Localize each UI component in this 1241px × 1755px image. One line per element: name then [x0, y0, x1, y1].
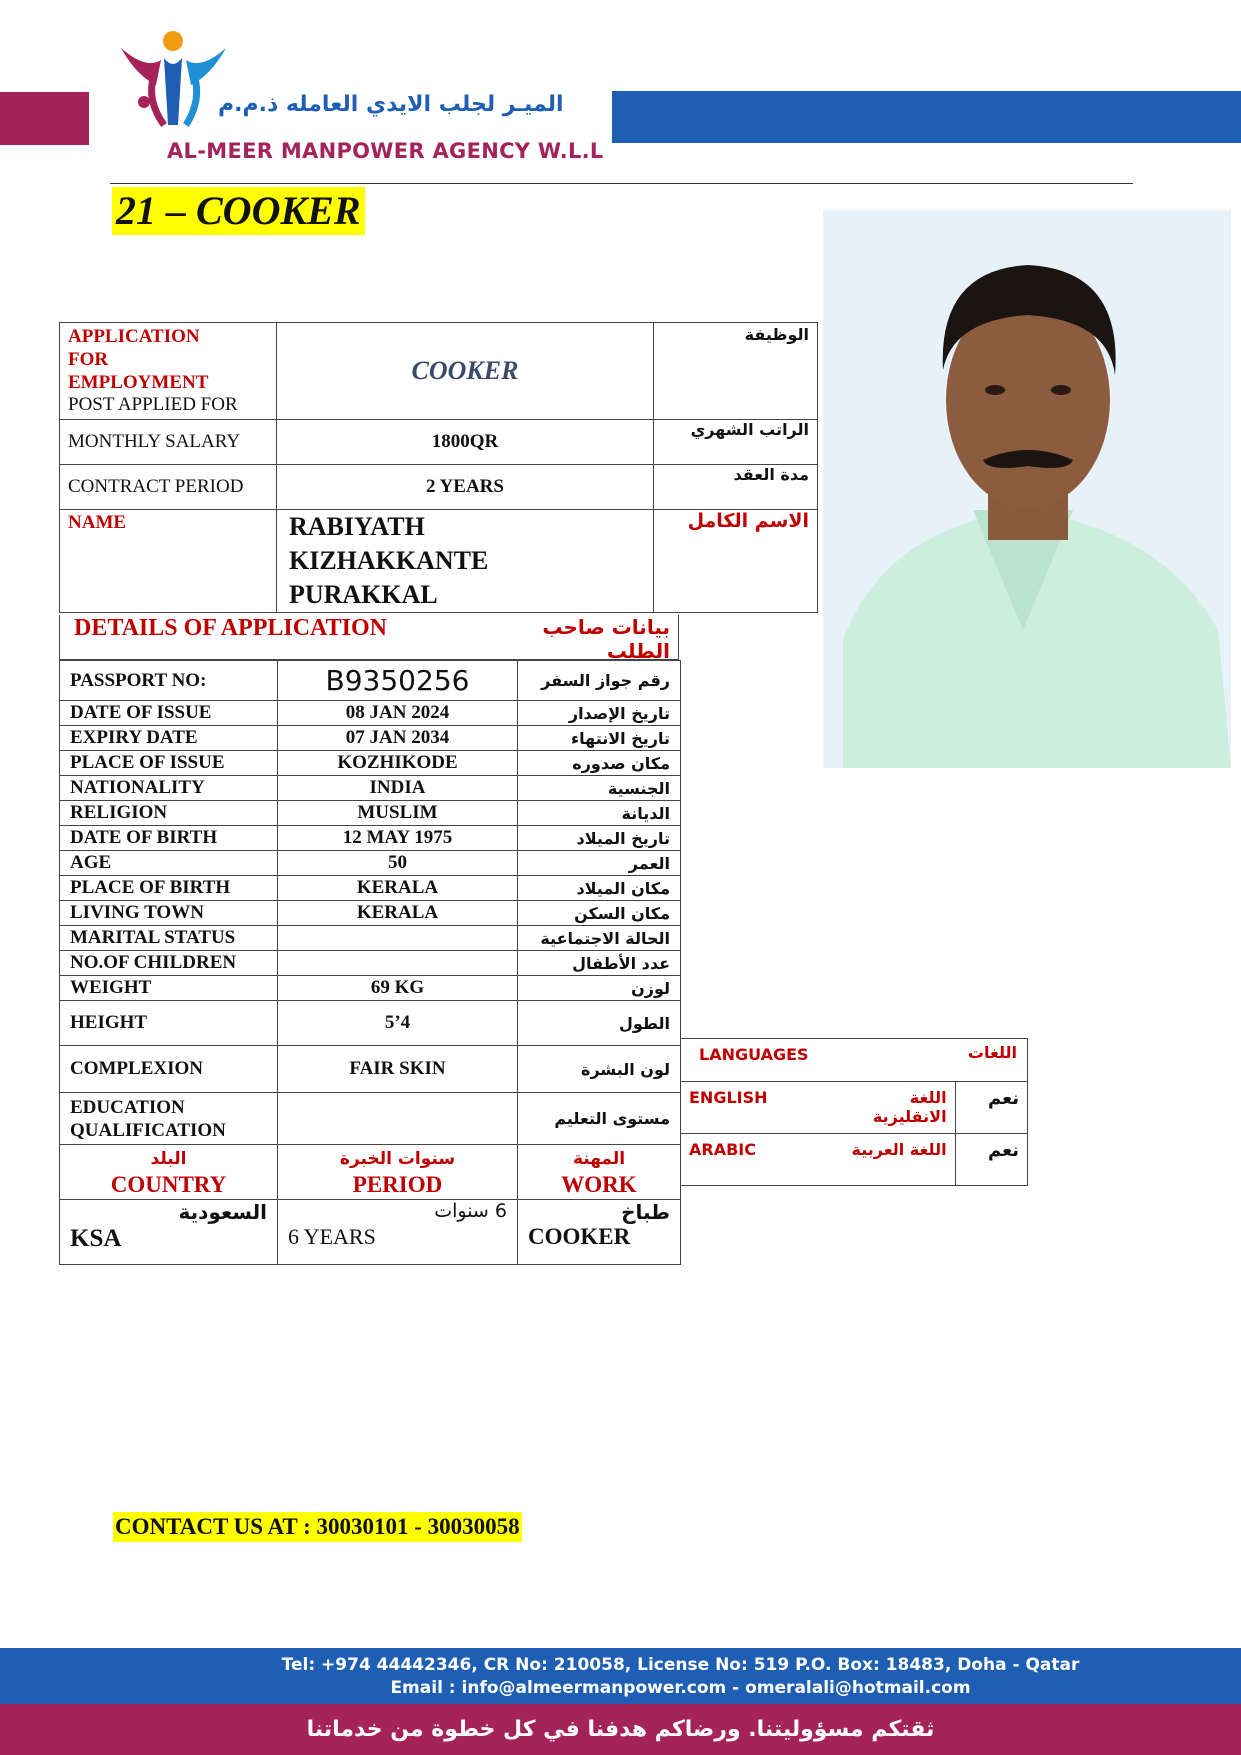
detail-row — [60, 1046, 681, 1093]
detail-row — [60, 1001, 681, 1046]
detail-label: HEIGHT — [60, 1001, 278, 1046]
detail-label-arabic: عدد الأطفال — [518, 951, 681, 976]
detail-value: INDIA — [278, 776, 518, 801]
detail-value: 5’4 — [278, 1001, 518, 1046]
detail-row — [60, 826, 681, 851]
detail-label: RELIGION — [60, 801, 278, 826]
detail-value: KERALA — [278, 876, 518, 901]
detail-value: KERALA — [278, 901, 518, 926]
applicant-photo — [823, 210, 1231, 768]
experience-row — [60, 1200, 681, 1265]
detail-label: MARITAL STATUS — [60, 926, 278, 951]
experience-period-arabic: 6 سنوات — [434, 1200, 507, 1222]
detail-row — [60, 951, 681, 976]
detail-row — [60, 776, 681, 801]
name-line-2: KIZHAKKANTE — [289, 546, 489, 575]
detail-value: B9350256 — [278, 661, 518, 701]
languages-header — [681, 1039, 1028, 1082]
company-name-english: AL-MEER MANPOWER AGENCY W.L.L — [167, 139, 604, 163]
footer-line-2: Email : info@almeermanpower.com - omeralali@hotmail.com — [390, 1678, 971, 1698]
detail-row — [60, 901, 681, 926]
detail-label-arabic: مستوى التعليم — [518, 1093, 681, 1145]
detail-value: 12 MAY 1975 — [278, 826, 518, 851]
detail-label: WEIGHT — [60, 976, 278, 1001]
experience-period-english: 6 YEARS — [288, 1224, 376, 1249]
details-table — [59, 660, 681, 1265]
post-label-cell — [60, 323, 277, 420]
page-title: 21 – COOKER — [112, 187, 365, 235]
experience-work-english: COOKER — [528, 1224, 631, 1249]
detail-value — [278, 1093, 518, 1145]
detail-label: PASSPORT NO: — [60, 661, 278, 701]
period-header — [278, 1145, 518, 1200]
detail-value: 69 KG — [278, 976, 518, 1001]
detail-label-arabic: تاريخ الإصدار — [518, 701, 681, 726]
detail-label-arabic: العمر — [518, 851, 681, 876]
salary-label-arabic: الراتب الشهري — [654, 420, 818, 465]
detail-value: 07 JAN 2034 — [278, 726, 518, 751]
detail-label-arabic: تاريخ الانتهاء — [518, 726, 681, 751]
details-heading-arabic: بيانات صاحب الطلب — [542, 615, 670, 663]
language-row — [681, 1082, 1028, 1134]
detail-label-arabic: لون البشرة — [518, 1046, 681, 1093]
work-header — [518, 1145, 681, 1200]
detail-row — [60, 701, 681, 726]
detail-value — [278, 951, 518, 976]
post-label-red — [68, 325, 268, 394]
period-header-english: PERIOD — [352, 1172, 443, 1197]
footer-contact-bar — [0, 1648, 1241, 1704]
name-label-arabic: الاسم الكامل — [654, 510, 818, 613]
detail-row — [60, 801, 681, 826]
details-heading: DETAILS OF APPLICATION — [74, 615, 387, 641]
detail-row — [60, 661, 681, 701]
detail-row — [60, 851, 681, 876]
detail-label: PLACE OF ISSUE — [60, 751, 278, 776]
work-header-arabic: المهنة — [572, 1149, 626, 1169]
contract-label-arabic: مدة العقد — [654, 465, 818, 510]
period-header-arabic: سنوات الخبرة — [339, 1149, 456, 1169]
detail-label-arabic: مكان السكن — [518, 901, 681, 926]
language-name-arabic: اللغة العربية — [828, 1134, 955, 1186]
detail-label-arabic: تاريخ الميلاد — [518, 826, 681, 851]
language-name-arabic: اللغة الانقليزية — [828, 1082, 955, 1134]
experience-work — [518, 1200, 681, 1265]
work-header-english: WORK — [561, 1172, 637, 1197]
contract-label: CONTRACT PERIOD — [60, 465, 277, 510]
detail-row — [60, 976, 681, 1001]
post-value: COOKER — [277, 323, 654, 420]
detail-value: FAIR SKIN — [278, 1046, 518, 1093]
detail-value — [278, 926, 518, 951]
country-header — [60, 1145, 278, 1200]
contact-info: CONTACT US AT : 30030101 - 30030058 — [113, 1512, 522, 1542]
detail-value: KOZHIKODE — [278, 751, 518, 776]
detail-value: 50 — [278, 851, 518, 876]
detail-row — [60, 1093, 681, 1145]
country-header-english: COUNTRY — [110, 1172, 227, 1197]
detail-row — [60, 926, 681, 951]
footer-slogan: ثقتكم مسؤوليتنا. ورضاكم هدفنا في كل خطوة من خدماتنا — [0, 1704, 1241, 1755]
experience-country-english: KSA — [70, 1225, 122, 1252]
language-name: ENGLISH — [681, 1082, 828, 1134]
experience-period — [278, 1200, 518, 1265]
detail-row — [60, 726, 681, 751]
detail-label: DATE OF BIRTH — [60, 826, 278, 851]
language-name: ARABIC — [681, 1134, 828, 1186]
detail-label: EDUCATION QUALIFICATION — [60, 1093, 278, 1145]
header-accent-left — [0, 92, 89, 145]
detail-label-arabic: الطول — [518, 1001, 681, 1046]
detail-value: MUSLIM — [278, 801, 518, 826]
post-label-arabic: الوظيفة — [654, 323, 818, 420]
detail-label: NATIONALITY — [60, 776, 278, 801]
detail-label: AGE — [60, 851, 278, 876]
experience-country-arabic: السعودية — [178, 1200, 267, 1224]
application-table — [59, 322, 818, 613]
name-value — [277, 510, 654, 613]
detail-value: 08 JAN 2024 — [278, 701, 518, 726]
detail-label: COMPLEXION — [60, 1046, 278, 1093]
post-label-red-2: FOR — [68, 349, 109, 370]
language-row — [681, 1134, 1028, 1186]
contract-value: 2 YEARS — [277, 465, 654, 510]
detail-row — [60, 751, 681, 776]
experience-work-arabic: طباخ — [621, 1200, 670, 1224]
company-name-arabic: الميـر لجلب الايدي العامله ذ.م.م — [218, 92, 564, 117]
post-label: POST APPLIED FOR — [68, 394, 238, 415]
name-label: NAME — [60, 510, 277, 613]
name-line-1: RABIYATH — [289, 512, 425, 541]
detail-label-arabic: رقم جواز السفر — [518, 661, 681, 701]
applicant-portrait-icon — [823, 210, 1231, 768]
languages-heading: LANGUAGES — [699, 1045, 809, 1064]
country-header-arabic: البلد — [150, 1149, 187, 1169]
detail-label-arabic: الديانة — [518, 801, 681, 826]
detail-label: LIVING TOWN — [60, 901, 278, 926]
footer-line-1: Tel: +974 44442346, CR No: 210058, License No: 519 P.O. Box: 18483, Doha - Qatar — [281, 1655, 1080, 1675]
salary-value: 1800QR — [277, 420, 654, 465]
languages-heading-arabic: اللغات — [967, 1043, 1017, 1062]
post-label-red-1: APPLICATION — [68, 326, 200, 347]
header-divider — [110, 183, 1133, 184]
detail-label-arabic: مكان الميلاد — [518, 876, 681, 901]
post-label-red-3: EMPLOYMENT — [68, 372, 209, 393]
language-answer: نعم — [955, 1082, 1027, 1134]
language-answer: نعم — [955, 1134, 1027, 1186]
detail-row — [60, 876, 681, 901]
detail-label-arabic: الجنسية — [518, 776, 681, 801]
detail-label: EXPIRY DATE — [60, 726, 278, 751]
languages-table — [680, 1038, 1028, 1186]
detail-label: NO.OF CHILDREN — [60, 951, 278, 976]
detail-label: DATE OF ISSUE — [60, 701, 278, 726]
experience-header-row — [60, 1145, 681, 1200]
name-line-3: PURAKKAL — [289, 580, 438, 609]
detail-label-arabic: الحالة الاجتماعية — [518, 926, 681, 951]
salary-label: MONTHLY SALARY — [60, 420, 277, 465]
detail-label-arabic: مكان صدوره — [518, 751, 681, 776]
detail-label: PLACE OF BIRTH — [60, 876, 278, 901]
detail-label-arabic: لوزن — [518, 976, 681, 1001]
experience-country — [60, 1200, 278, 1265]
header-accent-right — [612, 91, 1241, 143]
